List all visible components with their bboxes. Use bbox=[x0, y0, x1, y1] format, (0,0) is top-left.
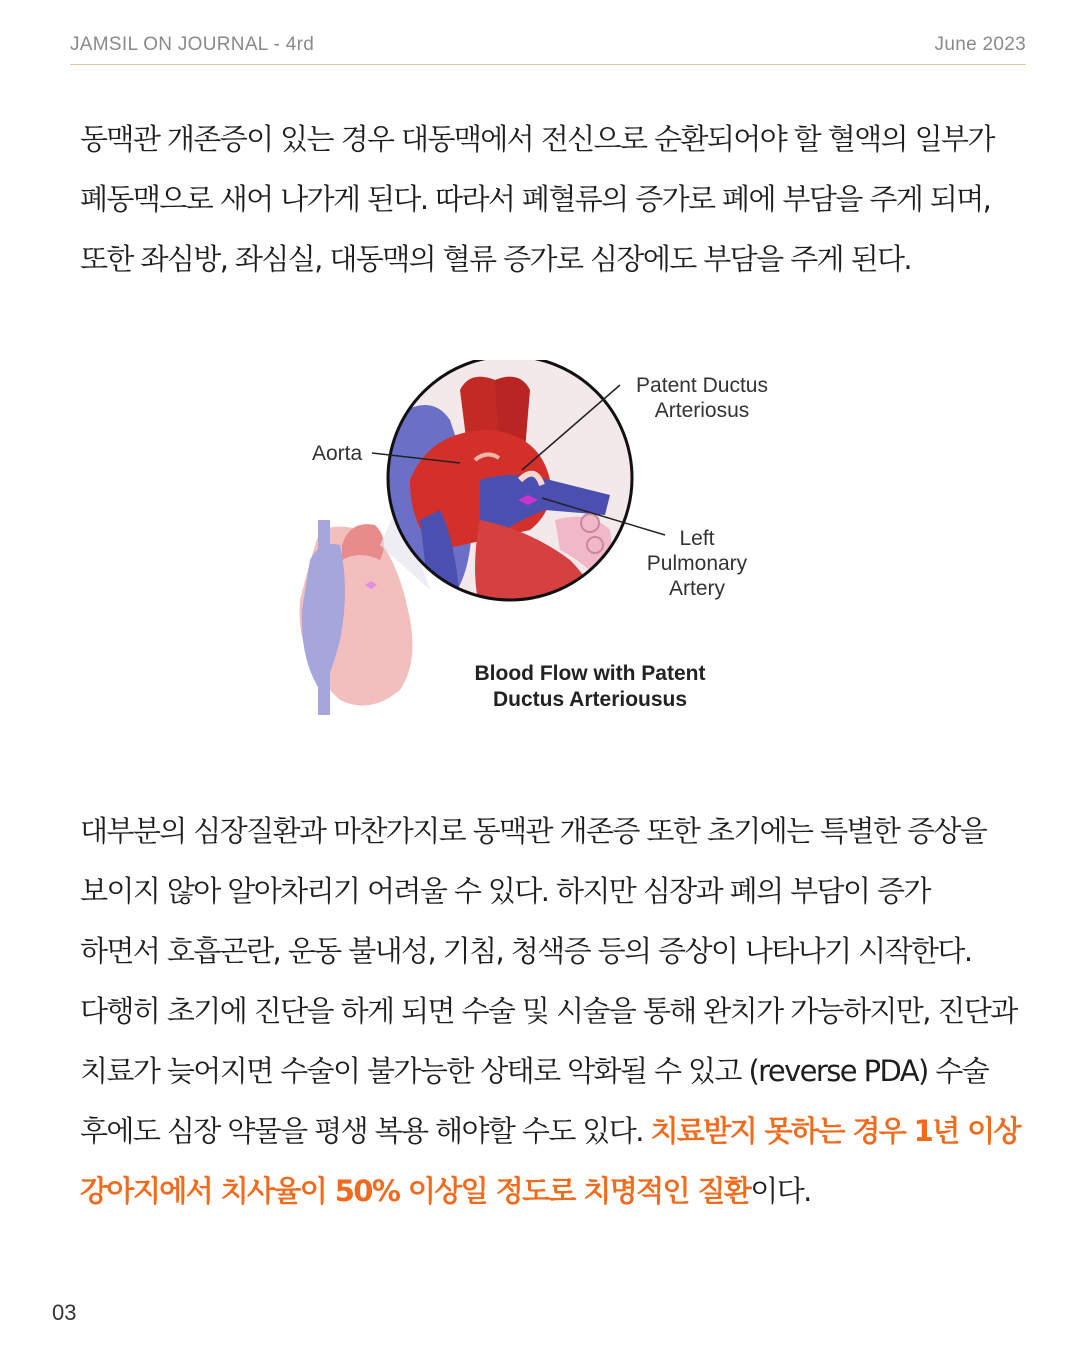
heart-diagram bbox=[280, 360, 800, 730]
label-lpa-3: Artery bbox=[668, 577, 726, 600]
paragraph-line: 치료가 늦어지면 수술이 불가능한 상태로 악화될 수 있고 (reverse PDA) 수술 bbox=[80, 1054, 989, 1088]
paragraph-line: 또한 좌심방, 좌심실, 대동맥의 혈류 증가로 심장에도 부담을 주게 된다. bbox=[80, 242, 912, 276]
highlight-text: 강아지에서 치사율이 50% 이상일 정도로 치명적인 질환 bbox=[80, 1174, 751, 1208]
label-pda-2: Arteriosus bbox=[654, 399, 750, 422]
issue-date: June 2023 bbox=[934, 34, 1026, 55]
paragraph-line: 대부분의 심장질환과 마찬가지로 동맥관 개존증 또한 초기에는 특별한 증상을 bbox=[80, 814, 987, 848]
paragraph-line: 보이지 않아 알아차리기 어려울 수 있다. 하지만 심장과 폐의 부담이 증가 bbox=[80, 874, 930, 908]
paragraph-line: 폐동맥으로 새어 나가게 된다. 따라서 폐혈류의 증가로 폐에 부담을 주게 되며, bbox=[80, 182, 991, 216]
paragraph-line: 동맥관 개존증이 있는 경우 대동맥에서 전신으로 순환되어야 할 혈액의 일부가 bbox=[80, 122, 994, 156]
page-header bbox=[70, 34, 1026, 65]
figure-caption-1: Blood Flow with Patent bbox=[474, 662, 706, 685]
label-lpa-1: Left bbox=[679, 527, 715, 550]
figure-caption-2: Ductus Arteriousus bbox=[492, 688, 688, 711]
paragraph-line bbox=[80, 1101, 1040, 1161]
journal-title: JAMSIL ON JOURNAL - 4rd bbox=[70, 34, 315, 55]
paragraph-line: 하면서 호흡곤란, 운동 불내성, 기침, 청색증 등의 증상이 나타나기 시작한다. bbox=[80, 934, 972, 968]
label-pda-1: Patent Ductus bbox=[636, 374, 768, 397]
line-text: 이다. bbox=[750, 1174, 811, 1208]
page-number: 03 bbox=[52, 1300, 77, 1325]
paragraph-symptoms bbox=[80, 801, 1040, 1221]
highlight-text: 치료받지 못하는 경우 1년 이상 bbox=[650, 1114, 1020, 1148]
paragraph-line bbox=[80, 1161, 1040, 1221]
line-text: 후에도 심장 약물을 평생 복용 해야할 수도 있다. bbox=[80, 1114, 651, 1148]
label-lpa-2: Pulmonary bbox=[646, 552, 748, 575]
label-aorta: Aorta bbox=[312, 442, 363, 465]
paragraph-intro bbox=[80, 109, 1040, 289]
pda-heart-illustration bbox=[280, 360, 800, 730]
paragraph-line: 다행히 초기에 진단을 하게 되면 수술 및 시술을 통해 완치가 가능하지만, 진단과 bbox=[80, 994, 1017, 1028]
